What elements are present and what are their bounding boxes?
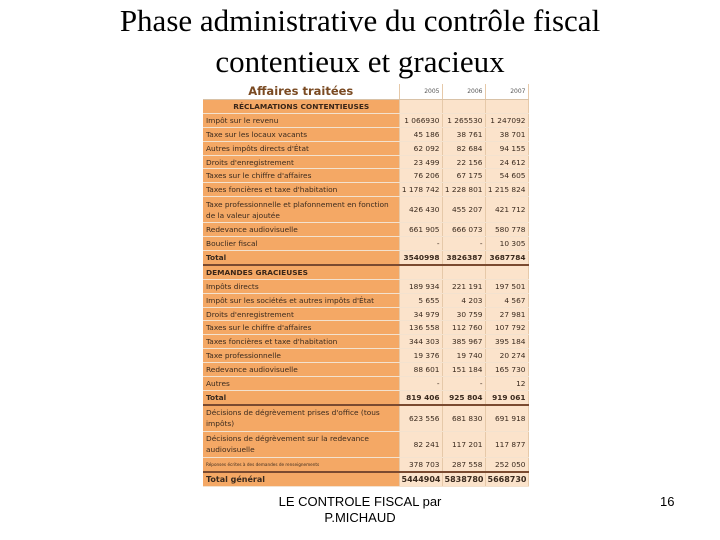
table-body: [203, 100, 528, 487]
value-cell-2007: 107 792: [485, 321, 528, 335]
value-cell-2007: 12: [485, 377, 528, 391]
value-cell-2005: 1 178 742: [399, 183, 442, 197]
row-label: Taxes sur le chiffre d'affaires: [203, 169, 399, 183]
table-row: [203, 405, 528, 432]
table-row: [203, 307, 528, 321]
table-row: [203, 127, 528, 141]
value-cell-2006: 455 207: [442, 197, 485, 223]
row-label: Droits d'enregistrement: [203, 307, 399, 321]
table-row: [203, 223, 528, 237]
footer-line-1: LE CONTROLE FISCAL par: [278, 494, 442, 509]
value-cell-2006: 67 175: [442, 169, 485, 183]
table-row: [203, 321, 528, 335]
table-row: [203, 431, 528, 457]
table-row: [203, 183, 528, 197]
slide-title-line-1: Phase administrative du contrôle fiscal: [119, 3, 601, 38]
row-label: Taxe professionnelle: [203, 349, 399, 363]
value-cell-2006: 117 201: [442, 431, 485, 457]
table-row: [203, 335, 528, 349]
footer-line-2: P.MICHAUD: [324, 510, 396, 525]
table-row: [203, 457, 528, 471]
row-label: Total: [203, 251, 399, 265]
value-cell-2007: 54 605: [485, 169, 528, 183]
grand-total-row: [203, 472, 528, 486]
row-label: Autres impôts directs d'État: [203, 141, 399, 155]
table-row: [203, 141, 528, 155]
row-label: Taxe professionnelle et plafonnement en fonction de la valeur ajoutée: [203, 197, 399, 223]
table-row: [203, 113, 528, 127]
value-cell-2006: 3826387: [442, 251, 485, 265]
value-cell-2006: 1 228 801: [442, 183, 485, 197]
value-cell-2007: 165 730: [485, 363, 528, 377]
value-cell-2006: 82 684: [442, 141, 485, 155]
value-cell-2005: 819 406: [399, 390, 442, 404]
year-header: 2006: [442, 84, 485, 100]
row-label: Droits d'enregistrement: [203, 155, 399, 169]
row-label: Impôts directs: [203, 279, 399, 293]
row-label: Bouclier fiscal: [203, 237, 399, 251]
value-cell-2005: -: [399, 377, 442, 391]
value-cell-2005: 344 303: [399, 335, 442, 349]
value-cell-2006: 385 967: [442, 335, 485, 349]
table-row: [203, 169, 528, 183]
value-cell-2007: 27 981: [485, 307, 528, 321]
value-cell-2005: 623 556: [399, 405, 442, 432]
value-cell-2006: 38 761: [442, 127, 485, 141]
table-row: [203, 279, 528, 293]
table-header-row: [203, 84, 528, 100]
value-cell-2007: 421 712: [485, 197, 528, 223]
value-cell-2005: 34 979: [399, 307, 442, 321]
value-cell-2006: 681 830: [442, 405, 485, 432]
value-cell-2007: 5668730: [485, 472, 528, 486]
value-cell-2007: 580 778: [485, 223, 528, 237]
value-cell-2005: 189 934: [399, 279, 442, 293]
value-cell-2007: 691 918: [485, 405, 528, 432]
table-row: [203, 237, 528, 251]
value-cell-2005: -: [399, 237, 442, 251]
value-cell-2007: 24 612: [485, 155, 528, 169]
table-row: [203, 349, 528, 363]
value-cell-2007: 4 567: [485, 293, 528, 307]
value-cell-2007: 197 501: [485, 279, 528, 293]
value-cell-2005: 23 499: [399, 155, 442, 169]
empty-cell: [399, 265, 442, 279]
value-cell-2005: 661 905: [399, 223, 442, 237]
table-row: [203, 197, 528, 223]
affaires-traitees-table: [203, 84, 529, 487]
section-header: RÉCLAMATIONS CONTENTIEUSES: [203, 100, 399, 114]
slide-title-line-2: contentieux et gracieux: [215, 44, 505, 79]
table-title: Affaires traitées: [203, 84, 399, 100]
slide-title: [0, 0, 720, 82]
page-number: 16: [660, 494, 675, 509]
value-cell-2005: 136 558: [399, 321, 442, 335]
value-cell-2006: -: [442, 237, 485, 251]
row-label: Impôt sur le revenu: [203, 113, 399, 127]
value-cell-2006: -: [442, 377, 485, 391]
section-header-row: [203, 100, 528, 114]
value-cell-2006: 19 740: [442, 349, 485, 363]
value-cell-2006: 5838780: [442, 472, 485, 486]
section-header: DEMANDES GRACIEUSES: [203, 265, 399, 279]
row-label: Total: [203, 390, 399, 404]
value-cell-2005: 19 376: [399, 349, 442, 363]
value-cell-2005: 5 655: [399, 293, 442, 307]
value-cell-2007: 919 061: [485, 390, 528, 404]
value-cell-2005: 88 601: [399, 363, 442, 377]
total-row: [203, 390, 528, 404]
value-cell-2007: 38 701: [485, 127, 528, 141]
row-label: Taxe sur les locaux vacants: [203, 127, 399, 141]
affaires-traitees-table-wrapper: [203, 84, 528, 487]
value-cell-2005: 426 430: [399, 197, 442, 223]
row-label: Redevance audiovisuelle: [203, 223, 399, 237]
value-cell-2007: 395 184: [485, 335, 528, 349]
row-label: Taxes sur le chiffre d'affaires: [203, 321, 399, 335]
row-label: Taxes foncières et taxe d'habitation: [203, 183, 399, 197]
value-cell-2006: 287 558: [442, 457, 485, 471]
value-cell-2007: 252 050: [485, 457, 528, 471]
row-label: Autres: [203, 377, 399, 391]
section-header-row: [203, 265, 528, 279]
value-cell-2005: 82 241: [399, 431, 442, 457]
year-header: 2007: [485, 84, 528, 100]
table-row: [203, 377, 528, 391]
row-label: Taxes foncières et taxe d'habitation: [203, 335, 399, 349]
value-cell-2007: 1 215 824: [485, 183, 528, 197]
value-cell-2007: 10 305: [485, 237, 528, 251]
value-cell-2005: 62 092: [399, 141, 442, 155]
empty-cell: [442, 100, 485, 114]
value-cell-2006: 666 073: [442, 223, 485, 237]
table-row: [203, 293, 528, 307]
value-cell-2005: 45 186: [399, 127, 442, 141]
value-cell-2005: 1 066930: [399, 113, 442, 127]
row-label: Impôt sur les sociétés et autres impôts d'État: [203, 293, 399, 307]
row-label: Total général: [203, 472, 399, 486]
value-cell-2006: 30 759: [442, 307, 485, 321]
value-cell-2006: 151 184: [442, 363, 485, 377]
value-cell-2006: 1 265530: [442, 113, 485, 127]
slide-footer: [260, 494, 460, 526]
empty-cell: [442, 265, 485, 279]
year-header: 2005: [399, 84, 442, 100]
value-cell-2006: 112 760: [442, 321, 485, 335]
value-cell-2007: 117 877: [485, 431, 528, 457]
empty-cell: [485, 265, 528, 279]
table-row: [203, 363, 528, 377]
row-label: Décisions de dégrèvement prises d'office (tous impôts): [203, 405, 399, 432]
value-cell-2005: 378 703: [399, 457, 442, 471]
value-cell-2006: 925 804: [442, 390, 485, 404]
value-cell-2006: 4 203: [442, 293, 485, 307]
table-row: [203, 155, 528, 169]
value-cell-2006: 221 191: [442, 279, 485, 293]
value-cell-2007: 20 274: [485, 349, 528, 363]
row-label: Réponses écrites à des demandes de renseignements: [203, 457, 399, 471]
row-label: Redevance audiovisuelle: [203, 363, 399, 377]
total-row: [203, 251, 528, 265]
value-cell-2005: 76 206: [399, 169, 442, 183]
value-cell-2005: 3540998: [399, 251, 442, 265]
value-cell-2005: 5444904: [399, 472, 442, 486]
value-cell-2007: 1 247092: [485, 113, 528, 127]
empty-cell: [399, 100, 442, 114]
value-cell-2006: 22 156: [442, 155, 485, 169]
value-cell-2007: 3687784: [485, 251, 528, 265]
value-cell-2007: 94 155: [485, 141, 528, 155]
row-label: Décisions de dégrèvement sur la redevance audiovisuelle: [203, 431, 399, 457]
empty-cell: [485, 100, 528, 114]
